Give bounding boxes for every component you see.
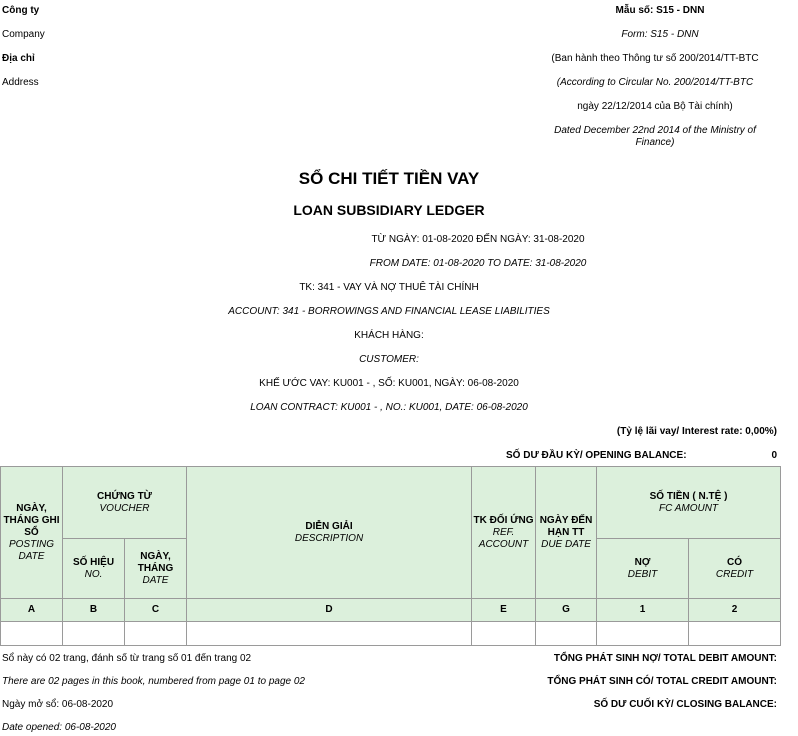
- empty-cell: [187, 622, 472, 646]
- header-posting-date-en: POSTING DATE: [8, 538, 54, 562]
- col-code-b: B: [63, 599, 125, 622]
- page-count-vn: Sổ này có 02 trang, đánh số từ trang số 01 đến trang 02: [2, 653, 252, 664]
- form-number-en: Form: S15 - DNN: [621, 29, 699, 40]
- header-voucher-date-vn: NGÀY, THÁNG: [137, 550, 174, 574]
- header-due-date-en: DUE DATE: [541, 538, 591, 550]
- address-label-vn: Địa chỉ: [2, 53, 35, 64]
- ledger-table: [0, 466, 781, 646]
- header-due-date: [536, 467, 597, 599]
- header-ref-account-vn: TK ĐỐI ỨNG: [473, 514, 534, 526]
- customer-vn: KHÁCH HÀNG:: [354, 330, 424, 341]
- empty-cell: [597, 622, 689, 646]
- header-voucher-en: VOUCHER: [99, 502, 150, 514]
- col-code-g: G: [536, 599, 597, 622]
- header-debit-en: DEBIT: [627, 568, 658, 580]
- loan-contract-en: LOAN CONTRACT: KU001 - , NO.: KU001, DATE: 06-08-2020: [250, 402, 528, 413]
- header-credit: [689, 539, 781, 599]
- table-row: [1, 622, 781, 646]
- col-code-e: E: [472, 599, 536, 622]
- customer-en: CUSTOMER:: [359, 354, 419, 365]
- date-opened-en: Date opened: 06-08-2020: [2, 722, 116, 733]
- header-fc-amount: [597, 467, 781, 539]
- circular-date-vn: ngày 22/12/2014 của Bộ Tài chính): [577, 101, 733, 112]
- empty-cell: [1, 622, 63, 646]
- empty-cell: [63, 622, 125, 646]
- empty-cell: [472, 622, 536, 646]
- header-voucher-no-en: NO.: [84, 568, 103, 580]
- header-credit-en: CREDIT: [715, 568, 754, 580]
- loan-contract-vn: KHẾ ƯỚC VAY: KU001 - , SỐ: KU001, NGÀY: 06-08-2020: [259, 378, 519, 389]
- header-description: [187, 467, 472, 599]
- account-vn: TK: 341 - VAY VÀ NỢ THUÊ TÀI CHÍNH: [299, 282, 479, 293]
- total-credit-label: TỔNG PHÁT SINH CÓ/ TOTAL CREDIT AMOUNT:: [547, 676, 777, 687]
- circular-issued-en: (According to Circular No. 200/2014/TT-BTC: [556, 77, 754, 88]
- header-voucher-vn: CHỨNG TỪ: [97, 490, 152, 502]
- header-debit: [597, 539, 689, 599]
- company-label-en: Company: [2, 29, 45, 40]
- interest-rate: (Tỷ lệ lãi vay/ Interest rate: 0,00%): [616, 426, 777, 437]
- header-voucher-no: [63, 539, 125, 599]
- col-code-a: A: [1, 599, 63, 622]
- header-posting-date: [1, 467, 63, 599]
- period-en: FROM DATE: 01-08-2020 TO DATE: 31-08-2020: [369, 258, 587, 269]
- date-opened-vn: Ngày mở sổ: 06-08-2020: [2, 699, 114, 710]
- empty-cell: [536, 622, 597, 646]
- account-en: ACCOUNT: 341 - BORROWINGS AND FINANCIAL LEASE LIABILITIES: [228, 306, 550, 317]
- ledger-title-vn: SỔ CHI TIẾT TIỀN VAY: [298, 169, 480, 188]
- opening-balance-label: SỐ DƯ ĐẦU KỲ/ OPENING BALANCE:: [506, 450, 687, 461]
- closing-balance-label: SỐ DƯ CUỐI KỲ/ CLOSING BALANCE:: [593, 699, 777, 710]
- period-vn: TỪ NGÀY: 01-08-2020 ĐẾN NGÀY: 31-08-2020: [371, 234, 585, 245]
- header-posting-date-vn: NGÀY, THÁNG GHI SỔ: [3, 502, 60, 538]
- total-debit-label: TỔNG PHÁT SINH NỢ/ TOTAL DEBIT AMOUNT:: [553, 653, 777, 664]
- col-code-2: 2: [689, 599, 781, 622]
- form-number-vn: Mẫu số: S15 - DNN: [615, 5, 705, 16]
- company-label-vn: Công ty: [2, 5, 40, 16]
- page-count-en: There are 02 pages in this book, numbered from page 01 to page 02: [2, 676, 305, 687]
- col-code-1: 1: [597, 599, 689, 622]
- header-voucher-date-en: DATE: [142, 574, 169, 586]
- circular-date-en-line2: Finance): [635, 137, 675, 148]
- header-description-vn: DIỄN GIẢI: [305, 520, 353, 532]
- header-description-en: DESCRIPTION: [294, 532, 364, 544]
- header-ref-account: [472, 467, 536, 599]
- address-label-en: Address: [2, 77, 39, 88]
- opening-balance-value: 0: [771, 450, 777, 461]
- header-due-date-vn: NGÀY ĐẾN HẠN TT: [539, 514, 593, 538]
- circular-issued-vn: (Ban hành theo Thông tư số 200/2014/TT-BTC: [551, 53, 759, 64]
- header-fc-amount-vn: SỐ TIỀN ( N.TỆ ): [649, 490, 728, 502]
- empty-cell: [689, 622, 781, 646]
- header-credit-vn: CÓ: [727, 556, 743, 568]
- col-code-c: C: [125, 599, 187, 622]
- header-voucher-no-vn: SỐ HIỆU: [72, 556, 115, 568]
- ledger-title-en: LOAN SUBSIDIARY LEDGER: [293, 202, 485, 218]
- empty-cell: [125, 622, 187, 646]
- header-voucher: [63, 467, 187, 539]
- header-debit-vn: NỢ: [634, 556, 651, 568]
- circular-date-en-line1: Dated December 22nd 2014 of the Ministry of: [554, 125, 756, 136]
- header-ref-account-en: REF. ACCOUNT: [478, 526, 529, 550]
- header-fc-amount-en: FC AMOUNT: [658, 502, 719, 514]
- header-voucher-date: [125, 539, 187, 599]
- col-code-d: D: [187, 599, 472, 622]
